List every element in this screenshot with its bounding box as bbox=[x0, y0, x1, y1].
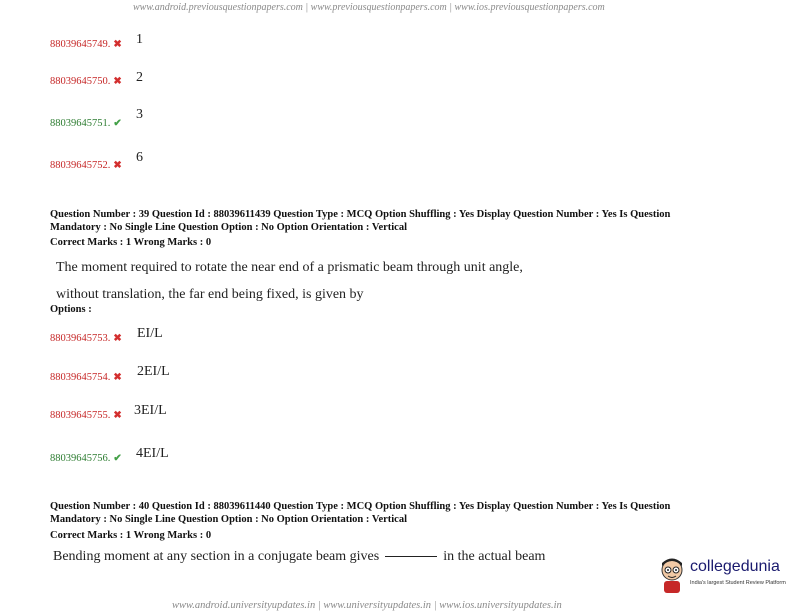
logo-tagline: India's largest Student Review Platform bbox=[690, 580, 786, 586]
option-text: 2EI/L bbox=[137, 364, 170, 379]
option-id-text: 88039645750. bbox=[50, 76, 111, 87]
option-text: 6 bbox=[136, 150, 143, 165]
option-id bbox=[50, 333, 122, 344]
option-id bbox=[50, 118, 122, 129]
options-label: Options : bbox=[50, 304, 92, 315]
option-text: 1 bbox=[136, 32, 143, 47]
question-meta: Question Number : 39 Question Id : 88039611439 Question Type : MCQ Option Shuffling : Yes Display Question Number : Yes Is Question bbox=[50, 209, 671, 220]
question-text: without translation, the far end being fixed, is given by bbox=[56, 287, 364, 302]
option-text: 3EI/L bbox=[134, 403, 167, 418]
cross-icon: ✖ bbox=[113, 333, 122, 344]
option-id-text: 88039645753. bbox=[50, 333, 111, 344]
question-meta: Question Number : 40 Question Id : 88039611440 Question Type : MCQ Option Shuffling : Yes Display Question Number : Yes Is Question bbox=[50, 501, 671, 512]
option-id bbox=[50, 39, 122, 50]
answer-blank bbox=[385, 556, 437, 557]
question-meta: Mandatory : No Single Line Question Option : No Option Orientation : Vertical bbox=[50, 222, 408, 233]
option-id bbox=[50, 372, 122, 383]
option-id-text: 88039645749. bbox=[50, 39, 111, 50]
logo-name: collegedunia bbox=[690, 558, 780, 575]
option-id-text: 88039645755. bbox=[50, 410, 111, 421]
option-text: EI/L bbox=[137, 326, 163, 341]
footer-watermark: www.android.universityupdates.in | www.universityupdates.in | www.ios.universityupdates.in bbox=[172, 600, 562, 611]
question-text-before: Bending moment at any section in a conjugate beam gives bbox=[53, 549, 380, 564]
option-text: 4EI/L bbox=[136, 446, 169, 461]
option-id-text: 88039645751. bbox=[50, 118, 111, 129]
option-id-text: 88039645752. bbox=[50, 160, 111, 171]
collegedunia-logo bbox=[656, 556, 790, 596]
option-text: 3 bbox=[136, 107, 143, 122]
question-text: The moment required to rotate the near end of a prismatic beam through unit angle, bbox=[56, 260, 523, 275]
cross-icon: ✖ bbox=[113, 410, 122, 421]
option-text: 2 bbox=[136, 70, 143, 85]
check-icon: ✔ bbox=[113, 118, 122, 129]
option-id bbox=[50, 453, 122, 464]
question-meta: Mandatory : No Single Line Question Option : No Option Orientation : Vertical bbox=[50, 514, 408, 525]
cross-icon: ✖ bbox=[113, 76, 122, 87]
option-id-text: 88039645756. bbox=[50, 453, 111, 464]
cross-icon: ✖ bbox=[113, 160, 122, 171]
question-marks: Correct Marks : 1 Wrong Marks : 0 bbox=[50, 530, 212, 541]
cross-icon: ✖ bbox=[113, 372, 122, 383]
question-marks: Correct Marks : 1 Wrong Marks : 0 bbox=[50, 237, 212, 248]
option-id bbox=[50, 160, 122, 171]
option-id-text: 88039645754. bbox=[50, 372, 111, 383]
check-icon: ✔ bbox=[113, 453, 122, 464]
question-text-after: in the actual beam bbox=[443, 549, 546, 564]
option-id bbox=[50, 76, 122, 87]
option-id bbox=[50, 410, 122, 421]
mascot-icon bbox=[656, 556, 688, 596]
header-watermark: www.android.previousquestionpapers.com | www.previousquestionpapers.com | www.ios.previousquestionpapers.com bbox=[133, 2, 605, 13]
question-text bbox=[53, 549, 545, 565]
cross-icon: ✖ bbox=[113, 39, 122, 50]
